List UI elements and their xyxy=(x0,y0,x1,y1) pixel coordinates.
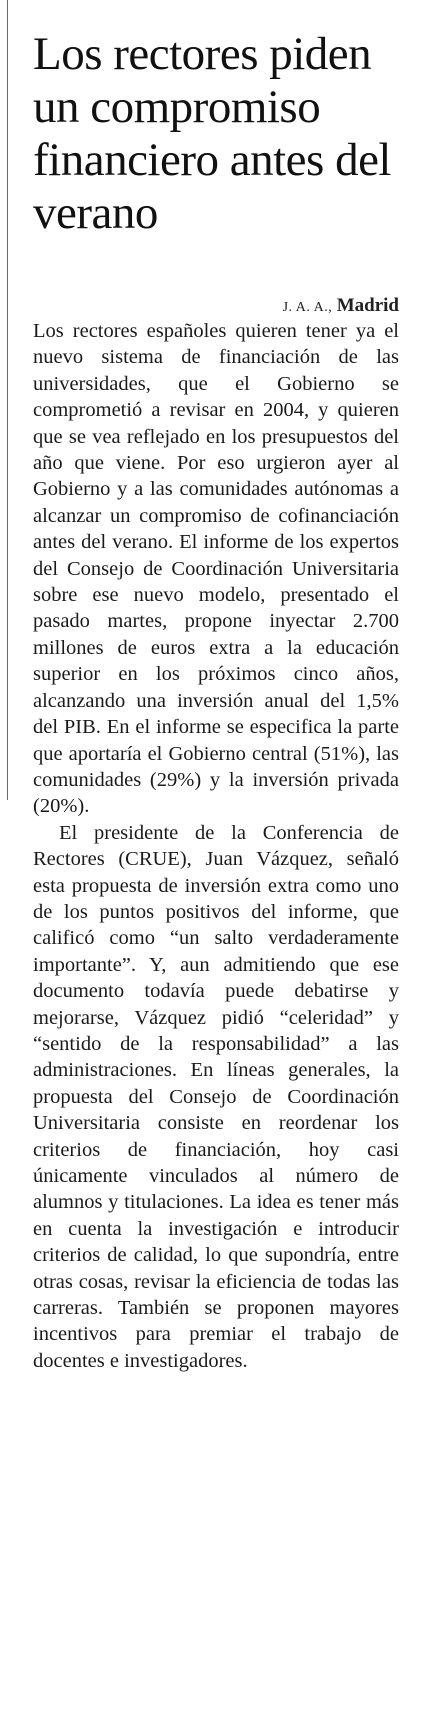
byline-author: J. A. A., xyxy=(282,300,333,315)
byline-city: Madrid xyxy=(336,295,399,316)
byline xyxy=(33,293,399,320)
paragraph: Los rectores españoles quieren tener ya el nuevo sistema de financiación de las universidades, que el Gobierno se comprometió a revisar en 2004, y quieren que se vea reflejado en los presupuestos del año que viene. Por eso urgieron ayer al Gobierno y a las comunidades autónomas a alcanzar un compromiso de cofinanciación antes del verano. El informe de los expertos del Consejo de Coordinación Universitaria sobre ese nuevo modelo, presentado el pasado martes, propone inyectar 2.700 millones de euros extra a la educación superior en los próximos cinco años, alcanzando una inversión anual del 1,5% del PIB. En el informe se especifica la parte que aportaría el Gobierno central (51%), las comunidades (29%) y la inversión privada (20%). xyxy=(33,320,399,818)
article-body xyxy=(33,318,399,1374)
paragraph: El presidente de la Conferencia de Rectores (CRUE), Juan Vázquez, señaló esta propuesta de inversión extra como uno de los puntos positivos del informe, que calificó como “un salto verdaderamente importante”. Y, aun admitiendo que ese documento todavía puede debatirse y mejorarse, Vázquez pidió “celeridad” y “sentido de la responsabilidad” a las administraciones. En líneas generales, la propuesta del Consejo de Coordinación Universitaria consiste en reordenar los criterios de financiación, hoy casi únicamente vinculados al número de alumnos y titulaciones. La idea es tener más en cuenta la investigación e introducir criterios de calidad, lo que supondría, entre otras cosas, revisar la eficiencia de todas las carreras. También se proponen mayores incentivos para premiar el trabajo de docentes e investigadores. xyxy=(33,821,399,1372)
column-rule xyxy=(7,0,8,800)
headline: Los rectores piden un compromiso financiero antes del verano xyxy=(33,28,391,239)
